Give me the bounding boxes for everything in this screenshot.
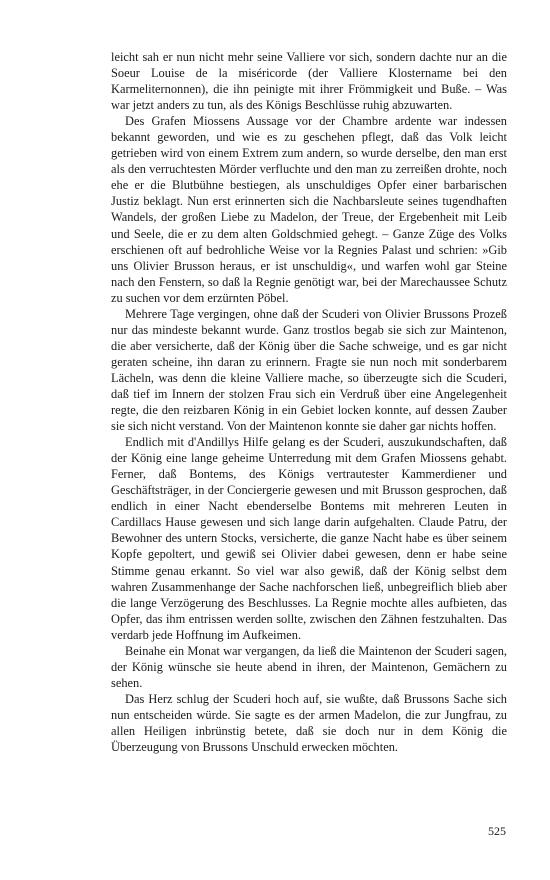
page-number: 525 [488,824,506,838]
paragraph-4: Endlich mit d'Andillys Hilfe gelang es der Scuderi, auszukundschaften, daß der König eine lange geheime Unterredung mit dem Grafen Miossens gehabt. Ferner, daß Bontems, des Königs vertrautester Kammerdiener und Geschäftsträger, in der Conciergerie gewesen und mit Brusson gesprochen, daß endlich in einer Nacht ebenderselbe Bontems mit mehreren Leuten in Cardillacs Hause gewesen und sich lange darin aufgehalten. Claude Patru, der Bewohner des untern Stocks, versicherte, die ganze Nacht habe es über seinem Kopfe gepoltert, und gewiß sei Olivier dabei gewesen, denn er habe seine Stimme genau erkannt. So viel war also gewiß, daß der König selbst dem wahren Zusammenhange der Sache nachforschen ließ, unbegreiflich blieb aber die lange Verzögerung des Beschlusses. La Regnie mochte alles aufbieten, das Opfer, das ihm entrissen werden sollte, zwischen den Zähnen festzuhalten. Das verdarb jede Hoffnung im Aufkeimen. [111,435,507,642]
paragraph-6: Das Herz schlug der Scuderi hoch auf, sie wußte, daß Brussons Sache sich nun entscheiden würde. Sie sagte es der armen Madelon, die zur Jungfrau, zu allen Heiligen inbrünstig betete, daß sie doch nur in dem König die Überzeugung von Brussons Unschuld erwecken möchten. [111,691,507,755]
paragraph-3: Mehrere Tage vergingen, ohne daß der Scuderi von Olivier Brussons Prozeß nur das mindeste bekannt wurde. Ganz trostlos begab sie sich zur Maintenon, die aber versicherte, daß der König über die Sache schweige, und es gar nicht geraten scheine, ihn daran zu erinnern. Fragte sie nun noch mit sonderbarem Lächeln, was denn die kleine Valliere mache, so überzeugte sich die Scuderi, daß tief im Innern der stolzen Frau sich ein Verdruß über eine Angelegenheit regte, die den reizbaren König in ein Gebiet locken konnte, auf dessen Zauber sie sich nicht verstand. Von der Maintenon konnte sie daher gar nichts hoffen. [111,306,507,434]
body-text [111,49,507,755]
paragraph-5: Beinahe ein Monat war vergangen, da ließ die Maintenon der Scuderi sagen, der König wünsche sie heute abend in ihren, der Maintenon, Gemächern zu sehen. [111,643,507,690]
paragraph-2: Des Grafen Miossens Aussage vor der Chambre ardente war indessen bekannt geworden, und wie es zu geschehen pflegt, daß das Volk leicht getrieben wird von einem Extrem zum andern, so wurde derselbe, den man erst als den verruchtesten Mörder verfluchte und den man zu zerreißen drohte, noch ehe er die Blutbühne bestiegen, als unschuldiges Opfer einer barbarischen Justiz beklagt. Nun erst erinnerten sich die Nachbarsleute seines tugendhaften Wandels, der großen Liebe zu Madelon, der Treue, der Ergebenheit mit Leib und Seele, die er zu dem alten Goldschmied gehegt. – Ganze Züge des Volks erschienen oft auf bedrohliche Weise vor la Regnies Palast und schrien: »Gib uns Olivier Brusson heraus, er ist unschuldig«, und warfen wohl gar Steine nach den Fenstern, so daß la Regnie genötigt war, bei der Marechaussee Schutz zu suchen vor dem erzürnten Pöbel. [111,114,507,305]
paragraph-1: leicht sah er nun nicht mehr seine Valliere vor sich, sondern dachte nur an die Soeur Louise de la miséricorde (der Valliere Klostername bei den Karmeliternonnen), die ihn peinigte mit ihrer Frömmigkeit und Buße. – Was war jetzt anders zu tun, als des Königs Beschlüsse ruhig abzuwarten. [111,50,507,113]
